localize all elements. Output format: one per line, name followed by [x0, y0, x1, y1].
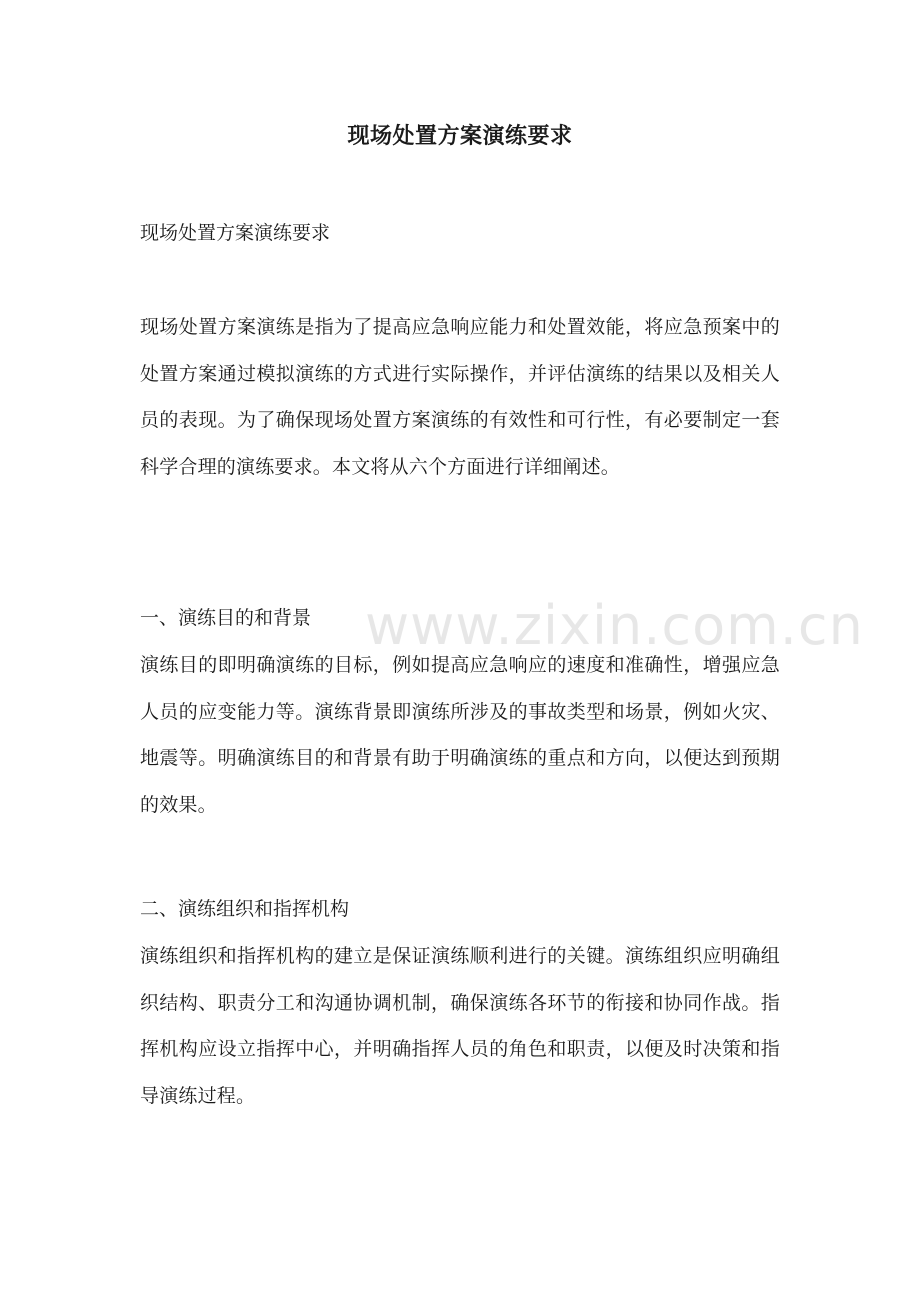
intro-paragraph: 现场处置方案演练是指为了提高应急响应能力和处置效能，将应急预案中的处置方案通过模拟演练的方式进行实际操作，并评估演练的结果以及相关人员的表现。为了确保现场处置方案演练的有效性和可行性，有必要制定一套科学合理的演练要求。本文将从六个方面进行详细阐述。	[140, 316, 780, 478]
section-body-2: 演练组织和指挥机构的建立是保证演练顺利进行的关键。演练组织应明确组织结构、职责分工和沟通协调机制，确保演练各环节的衔接和协同作战。指挥机构应设立指挥中心，并明确指挥人员的角色和职责，以便及时决策和指导演练过程。	[140, 945, 780, 1107]
document-title: 现场处置方案演练要求	[347, 123, 573, 149]
watermark: www.zixin.com.cn	[365, 594, 864, 657]
section-body-1: 演练目的即明确演练的目标，例如提高应急响应的速度和准确性，增强应急人员的应变能力等。演练背景即演练所涉及的事故类型和场景，例如火灾、地震等。明确演练目的和背景有助于明确演练的重点和方向，以便达到预期的效果。	[140, 654, 780, 816]
section-heading-1: 一、演练目的和背景	[140, 607, 312, 629]
document-subtitle: 现场处置方案演练要求	[140, 222, 331, 244]
section-heading-2: 二、演练组织和指挥机构	[140, 898, 350, 920]
